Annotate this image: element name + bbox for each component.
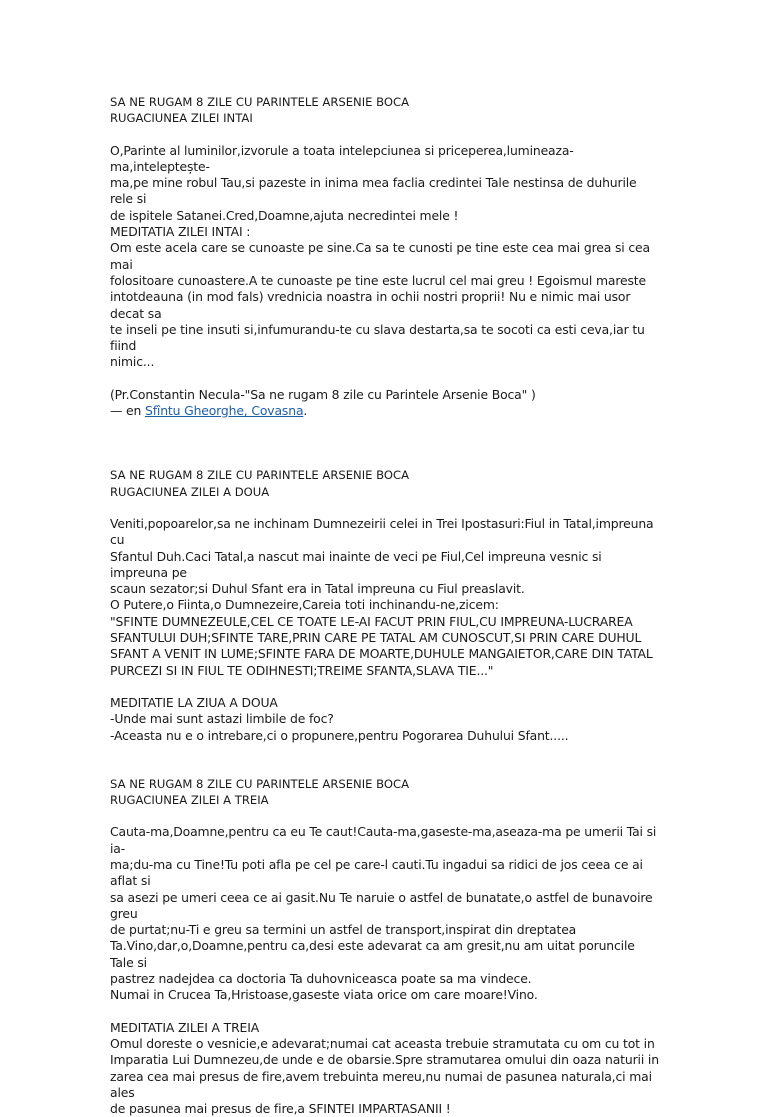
meditation-text xyxy=(110,240,660,370)
prayer-text xyxy=(110,143,660,224)
section-subtitle: RUGACIUNEA ZILEI INTAI xyxy=(110,111,253,126)
text-line: de ispitele Satanei.Cred,Doamne,ajuta necredintei mele ! xyxy=(110,207,459,223)
meditation-text xyxy=(110,711,660,744)
text-line: intotdeauna (in mod fals) vrednicia noastra in ochii nostri proprii! Nu e nimic mai usor decat sa xyxy=(110,289,631,321)
text-line: de pasunea mai presus de fire,a SFINTEI IMPARTASANII ! xyxy=(110,1101,451,1117)
section-day-1 xyxy=(110,94,660,419)
text-line: te inseli pe tine insuti si,infumurandu-te cu slava destarta,sa te socoti ca esti ceva,iar tu fiind xyxy=(110,321,645,354)
text-line: "SFINTE DUMNEZEULE,CEL CE TOATE LE-AI FACUT PRIN FIUL,CU IMPREUNA-LUCRAREA xyxy=(110,613,633,629)
section-title: SA NE RUGAM 8 ZILE CU PARINTELE ARSENIE BOCA xyxy=(110,95,410,109)
location-prefix: — en xyxy=(110,403,145,419)
text-line: pastrez nadejdea ca doctoria Ta duhovniceasca poate sa ma vindece. xyxy=(110,971,532,987)
text-line: scaun sezator;si Duhul Sfant era in Tatal impreuna cu Fiul preaslavit. xyxy=(110,581,525,597)
prayer-text xyxy=(110,824,660,1003)
text-line: de purtat;nu-Ti e greu sa termini un astfel de transport,inspirat din dreptatea xyxy=(110,922,577,938)
document-body xyxy=(110,94,660,1117)
text-line: O Putere,o Fiinta,o Dumnezeire,Careia toti inchinandu-ne,zicem: xyxy=(110,597,499,613)
text-line: -Unde mai sunt astazi limbile de foc? xyxy=(110,711,334,727)
text-line: ma;du-ma cu Tine!Tu poti afla pe cel pe care-l cauti.Tu ingadui sa ridici de jos ceea ce ai aflat si xyxy=(110,856,643,889)
section-title: SA NE RUGAM 8 ZILE CU PARINTELE ARSENIE BOCA xyxy=(110,468,410,483)
text-line: PURCEZI SI IN FIUL TE ODIHNESTI;TREIME SFANTA,SLAVA TIE..." xyxy=(110,662,494,678)
text-line: nimic... xyxy=(110,354,155,370)
location-suffix: . xyxy=(303,403,308,419)
text-line: SFANT A VENIT IN LUME;SFINTE FARA DE MOARTE,DUHULE MANGAIETOR,CARE DIN TATAL xyxy=(110,646,653,662)
prayer-text xyxy=(110,516,660,679)
text-line: Cauta-ma,Doamne,pentru ca eu Te caut!Cauta-ma,gaseste-ma,aseaza-ma pe umerii Tai si ia- xyxy=(110,824,657,856)
section-day-2 xyxy=(110,467,660,743)
meditation-title: MEDITATIA ZILEI INTAI : xyxy=(110,224,251,240)
meditation-title: MEDITATIE LA ZIUA A DOUA xyxy=(110,694,278,710)
text-line: folositoare cunoastere.A te cunoaste pe tine este lucrul cel mai greu ! Egoismul mareste xyxy=(110,272,646,288)
text-line: sa asezi pe umeri ceea ce ai gasit.Nu Te naruie o astfel de bunatate,o astfel de bunavoire greu xyxy=(110,889,653,921)
section-subtitle: RUGACIUNEA ZILEI A TREIA xyxy=(110,793,269,808)
text-line: Sfantul Duh.Caci Tatal,a nascut mai inainte de veci pe Fiul,Cel impreuna vesnic si impreuna pe xyxy=(110,548,602,580)
text-line: SFANTULUI DUH;SFINTE TARE,PRIN CARE PE TATAL AM CUNOSCUT,SI PRIN CARE DUHUL xyxy=(110,630,642,646)
meditation-text xyxy=(110,1036,660,1117)
section-subtitle: RUGACIUNEA ZILEI A DOUA xyxy=(110,484,270,499)
location-link[interactable]: Sfîntu Gheorghe, Covasna xyxy=(145,403,304,419)
text-line: Veniti,popoarelor,sa ne inchinam Dumnezeirii celei in Trei Ipostasuri:Fiul in Tatal,impreuna cu xyxy=(110,515,654,548)
source-citation: (Pr.Constantin Necula-"Sa ne rugam 8 zile cu Parintele Arsenie Boca" ) xyxy=(110,386,536,402)
text-line: ma,pe mine robul Tau,si pazeste in inima mea faclia credintei Tale nestinsa de duhurile rele si xyxy=(110,175,637,207)
text-line: Om este acela care se cunoaste pe sine.Ca sa te cunosti pe tine este cea mai grea si cea mai xyxy=(110,240,650,272)
meditation-title: MEDITATIA ZILEI A TREIA xyxy=(110,1019,260,1035)
location-line xyxy=(110,403,660,419)
text-line: zarea cea mai presus de fire,avem trebuinta mereu,nu numai de pasunea naturala,ci mai ales xyxy=(110,1068,652,1100)
section-day-3 xyxy=(110,776,660,1117)
text-line: O,Parinte al luminilor,izvorule a toata intelepciunea si priceperea,lumineaza-ma,inteleptește- xyxy=(110,142,574,174)
text-line: Numai in Crucea Ta,Hristoase,gaseste viata orice om care moare!Vino. xyxy=(110,987,538,1003)
text-line: Ta.Vino,dar,o,Doamne,pentru ca,desi este adevarat ca am gresit,nu am uitat poruncile Tale si xyxy=(110,938,635,970)
text-line: Imparatia Lui Dumnezeu,de unde e de obarsie.Spre stramutarea omului din oaza naturii in xyxy=(110,1052,659,1068)
text-line: Omul doreste o vesnicie,e adevarat;numai cat aceasta trebuie stramutata cu om cu tot in xyxy=(110,1035,655,1051)
text-line: -Aceasta nu e o intrebare,ci o propunere,pentru Pogorarea Duhului Sfant..... xyxy=(110,727,569,743)
section-title: SA NE RUGAM 8 ZILE CU PARINTELE ARSENIE BOCA xyxy=(110,776,410,791)
